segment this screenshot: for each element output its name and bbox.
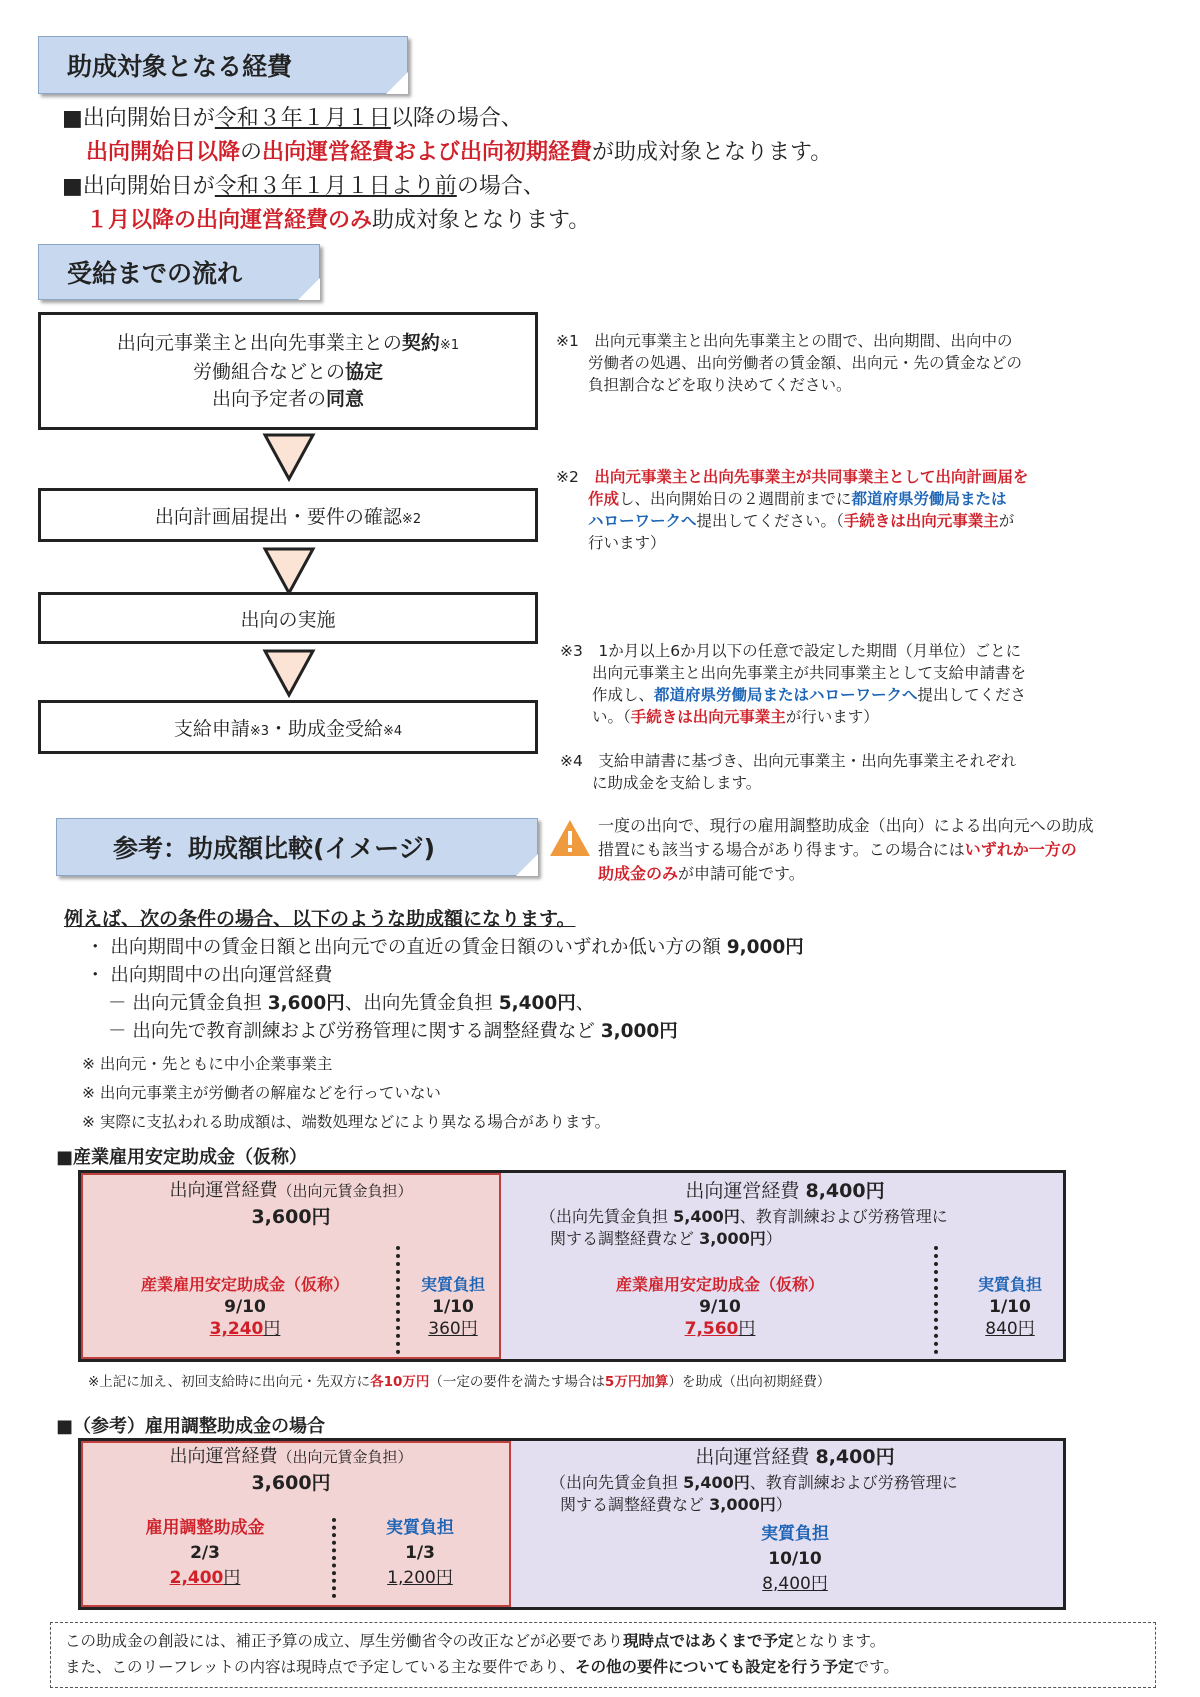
flow-step-plan-submission: 出向計画届提出・要件の確認※2	[38, 488, 538, 542]
eligible-line-1: ■出向開始日が令和３年１月１日以降の場合、	[62, 106, 523, 131]
table2-left-title: 出向運営経費（出向元賃金負担）	[169, 1446, 413, 1467]
section-title-eligible-costs	[38, 36, 408, 94]
warning-icon	[548, 818, 592, 858]
table2-left-divider	[332, 1518, 336, 1598]
table2-right-burden: 実質負担 10/10 8,400円	[761, 1524, 829, 1594]
flow-step-implementation: 出向の実施	[38, 592, 538, 644]
example-heading: 例えば、次の条件の場合、以下のような助成額になります。	[64, 908, 576, 930]
section-title-text: 受給までの流れ	[67, 259, 243, 288]
eligible-line-2: 出向開始日以降の出向運営経費および出向初期経費が助成対象となります。	[86, 140, 833, 165]
warning-text: 一度の出向で、現行の雇用調整助成金（出向）による出向元への助成 措置にも該当する場合があり得ます。この場合にはいずれか一方の 助成金のみが申請可能です。	[598, 816, 1094, 883]
table2-left-subsidy: 雇用調整助成金 2/3 2,400円	[145, 1518, 265, 1588]
table1-footnote: ※上記に加え、初回支給時に出向元・先双方に各10万円（一定の要件を満たす場合は5万円加算）を助成（出向初期経費）	[88, 1374, 831, 1390]
table1-right-title: 出向運営経費 8,400円	[685, 1180, 885, 1202]
table2-left-burden: 実質負担 1/3 1,200円	[386, 1518, 454, 1588]
table2-heading: ■（参考）雇用調整助成金の場合	[56, 1416, 326, 1437]
flow-step-contract: 出向元事業主と出向先事業主との契約※1 労働組合などとの協定 出向予定者の同意	[38, 312, 538, 430]
table1-right-subsidy: 産業雇用安定助成金（仮称） 9/10 7,560円	[615, 1275, 824, 1339]
note-4: ※4 支給申請書に基づき、出向元事業主・出向先事業主それぞれ に助成金を支給します。	[560, 752, 1017, 792]
table1-left-subsidy: 産業雇用安定助成金（仮称） 9/10 3,240円	[140, 1275, 349, 1339]
note-3: ※3 1か月以上6か月以下の任意で設定した期間（月単位）ごとに 出向元事業主と出向先事業主が共同事業主として支給申請書を 作成し、都道府県労働局またはハローワークへ提出してくださ い。（手続きは出向元事業主が行います）	[560, 642, 1027, 726]
eligible-line-4: １月以降の出向運営経費のみ助成対象となります。	[86, 208, 591, 233]
table1-right-detail: （出向先賃金負担 5,400円、教育訓練および労務管理に 関する調整経費など 3,000円）	[540, 1207, 948, 1248]
section-title-comparison	[56, 818, 538, 876]
table1-left-amount: 3,600円	[251, 1206, 331, 1228]
flow-step-application: 支給申請※3・助成金受給※4	[38, 700, 538, 754]
flow-arrow-1	[262, 432, 316, 482]
example-remarks: ※ 出向元・先ともに中小企業事業主 ※ 出向元事業主が労働者の解雇などを行っていない ※ 実際に支払われる助成額は、端数処理などにより異なる場合があります。	[82, 1055, 611, 1131]
flow-arrow-2	[262, 546, 316, 596]
note-2: ※2 出向元事業主と出向先事業主が共同事業主として出向計画届を 作成し、出向開始日の２週間前までに都道府県労働局または ハローワークへ提出してください。（手続きは出向元事業主が 行います）	[556, 468, 1029, 552]
section-title-text: 参考：助成額比較(イメージ)	[113, 834, 436, 863]
table2-left-amount: 3,600円	[251, 1472, 331, 1494]
footer-notice: この助成金の創設には、補正予算の成立、厚生労働省令の改正などが必要であり現時点ではあくまで予定となります。 また、このリーフレットの内容は現時点で予定している主な要件であり、その他の要件についても設定を行う予定です。	[50, 1622, 1156, 1688]
table2-right-detail: （出向先賃金負担 5,400円、教育訓練および労務管理に 関する調整経費など 3,000円）	[550, 1473, 958, 1514]
table1-left-divider	[396, 1246, 400, 1354]
table1-right-divider	[934, 1246, 938, 1354]
flow-arrow-3	[262, 648, 316, 698]
table1-left-title: 出向運営経費（出向元賃金負担）	[169, 1180, 413, 1201]
table2-right-title: 出向運営経費 8,400円	[695, 1446, 895, 1468]
note-1: ※1 出向元事業主と出向先事業主との間で、出向期間、出向中の 労働者の処遇、出向労働者の賃金額、出向元・先の賃金などの 負担割合などを取り決めてください。	[556, 332, 1023, 394]
example-conditions: ・ 出向期間中の賃金日額と出向元での直近の賃金日額のいずれか低い方の額 9,000円 ・ 出向期間中の出向運営経費 － 出向元賃金負担 3,600円、出向先賃金負担 5,400円、 － 出向先で教育訓練および労務管理に関する調整経費など 3,000円	[86, 937, 804, 1042]
table1-left-burden: 実質負担 1/10 360円	[420, 1275, 485, 1339]
eligible-line-3: ■出向開始日が令和３年１月１日より前の場合、	[62, 174, 545, 199]
section-title-text: 助成対象となる経費	[67, 52, 293, 81]
table1-heading: ■産業雇用安定助成金（仮称）	[56, 1147, 308, 1168]
table1-right-burden: 実質負担 1/10 840円	[977, 1275, 1042, 1339]
section-title-flow	[38, 244, 320, 300]
